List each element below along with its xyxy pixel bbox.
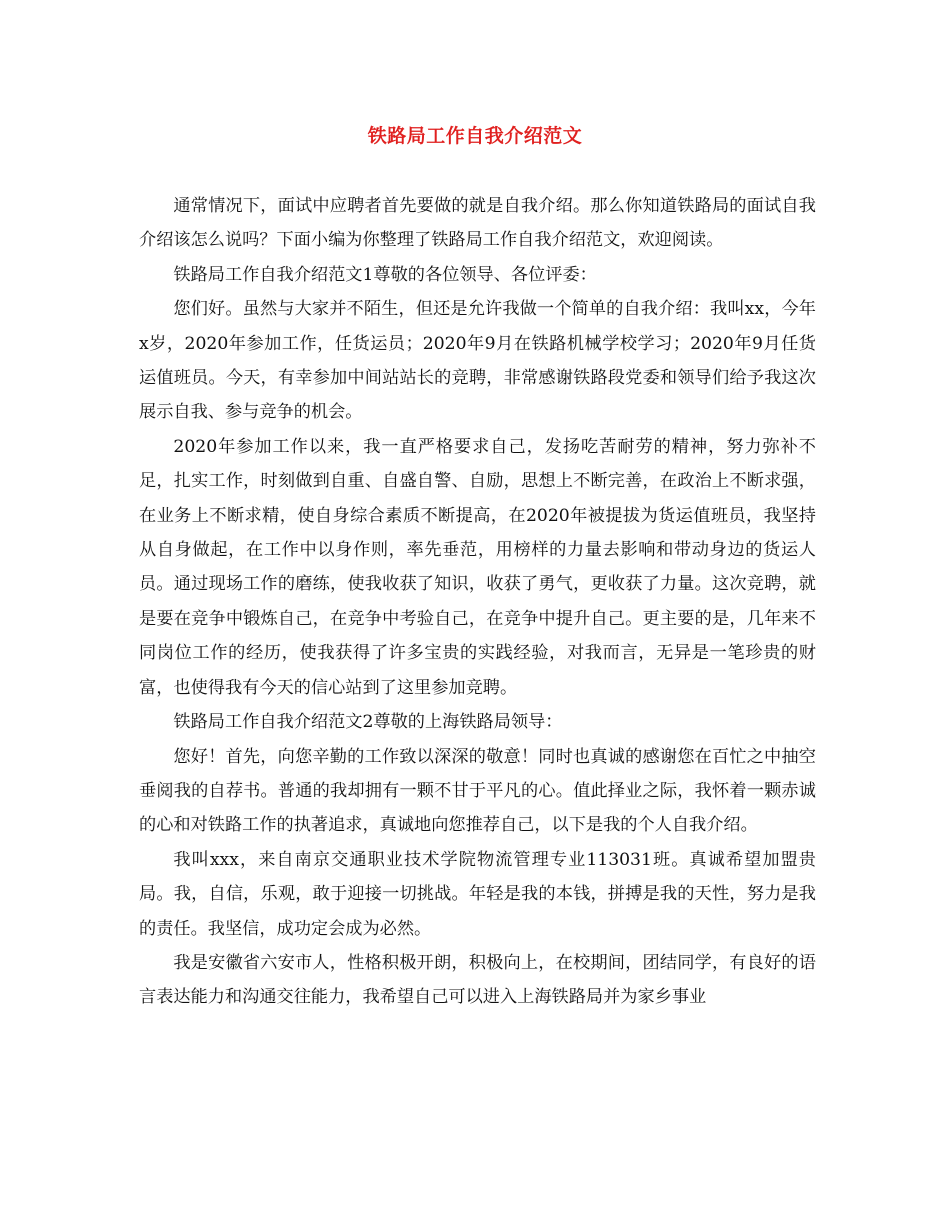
paragraph-sample-2-heading: 铁路局工作自我介绍范文2尊敬的上海铁路局领导： [173,712,563,733]
paragraph-sample-2-introduction: 我叫xxx，来自南京交通职业技术学院物流管理专业113031班。真诚希望加盟贵局。我，自信，乐观，敢于迎接一切挑战。年轻是我的本钱，拼搏是我的天性，努力是我的责任。我坚信，成功定会成为必然。 [139,849,816,939]
paragraph-sample-1-experience: 2020年参加工作以来，我一直严格要求自己，发扬吃苦耐劳的精神，努力弥补不足，扎实工作，时刻做到自重、自盛自警、自励，思想上不断完善，在政治上不断求强，在业务上不断求精，使自身综合素质不断提高，在2020年被提拔为货运值班员，我坚持从自身做起，在工作中以身作则，率先垂范，用榜样的力量去影响和带动身边的货运人员。通过现场工作的磨练，使我收获了知识，收获了勇气，更收获了力量。这次竞聘，就是要在竞争中锻炼自己，在竞争中考验自己，在竞争中提升自己。更主要的是，几年来不同岗位工作的经历，使我获得了许多宝贵的实践经验，对我而言，无异是一笔珍贵的财富，也使得我有今天的信心站到了这里参加竞聘。 [139,436,816,698]
paragraph-sample-2-background: 我是安徽省六安市人，性格积极开朗，积极向上，在校期间，团结同学，有良好的语言表达能力和沟通交往能力，我希望自己可以进入上海铁路局并为家乡事业 [139,952,816,1008]
paragraph-sample-1-greeting: 您们好。虽然与大家并不陌生，但还是允许我做一个简单的自我介绍：我叫xx，今年x岁，2020年参加工作，任货运员；2020年9月在铁路机械学校学习；2020年9月任货运值班员。今天，有幸参加中间站站长的竞聘，非常感谢铁路段党委和领导们给予我这次展示自我、参与竞争的机会。 [139,299,816,423]
document-body [139,189,816,1015]
document-title: 铁路局工作自我介绍范文 [367,125,583,147]
paragraph-sample-2-greeting: 您好！首先，向您辛勤的工作致以深深的敬意！同时也真诚的感谢您在百忙之中抽空垂阅我的自荐书。普通的我却拥有一颗不甘于平凡的心。值此择业之际，我怀着一颗赤诚的心和对铁路工作的执著追求，真诚地向您推荐自己，以下是我的个人自我介绍。 [139,746,816,836]
paragraph-intro: 通常情况下，面试中应聘者首先要做的就是自我介绍。那么你知道铁路局的面试自我介绍该怎么说吗？下面小编为你整理了铁路局工作自我介绍范文，欢迎阅读。 [139,196,816,251]
paragraph-sample-1-heading: 铁路局工作自我介绍范文1尊敬的各位领导、各位评委： [173,264,597,285]
